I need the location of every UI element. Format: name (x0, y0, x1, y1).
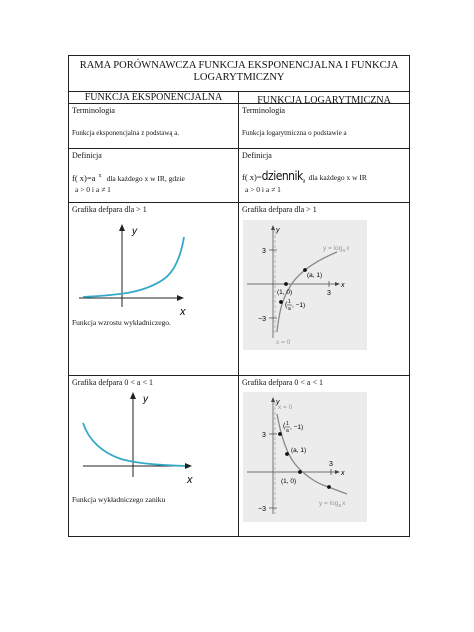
y-axis-label: y (132, 226, 137, 237)
terminology-left (69, 104, 239, 149)
point-extra (327, 485, 331, 489)
log-lt1-graph (243, 392, 367, 522)
graph-lt1-label-right: Grafika defpara 0 < a < 1 (242, 378, 323, 387)
title-line-1: RAMA PORÓWNAWCZA FUNKCJA EKSPONENCJALNA I FUNKCJA (79, 60, 399, 71)
graph-lt1-left (69, 376, 239, 537)
definition-right (239, 149, 410, 203)
caption-decay: Funkcja wykładniczego zaniku (72, 495, 166, 504)
tick-label-x: 3 (327, 290, 331, 297)
tick-label-y-top: 3 (262, 432, 266, 439)
formula-suffix-left: dla każdego x w IR, gdzie (106, 173, 185, 183)
x-axis-label: x (180, 306, 186, 318)
y-axis-label: y (143, 394, 148, 405)
graph-lt1-right (239, 376, 410, 537)
definition-condition-right: a > 0 i a ≠ 1 (245, 185, 281, 194)
x-axis-label: x (187, 474, 193, 486)
x-axis-label: x (341, 282, 345, 289)
caption-growth: Funkcja wzrostu wykładniczego. (72, 318, 171, 327)
definition-left (69, 149, 239, 203)
point-1-0-label: (1, 0) (281, 478, 297, 485)
point-1-0-label: (1, 0) (277, 289, 293, 296)
definition-label-right: Definicja (242, 151, 272, 160)
y-axis-label: y (276, 227, 280, 234)
graph-gt1-label-right: Grafika defpara dla > 1 (242, 205, 317, 214)
graph-gt1-left (69, 203, 239, 376)
exp-growth-graph (69, 223, 237, 333)
definition-condition-left: a > 0 i a ≠ 1 (75, 185, 111, 194)
terminology-text-left: Funkcja eksponencjalna z podstawą a. (72, 129, 180, 137)
terminology-label-left: Terminologia (72, 106, 115, 115)
x-axis-arrow (185, 463, 192, 469)
graph-gt1-row (69, 203, 410, 376)
x-axis-arrow (177, 295, 184, 301)
point-inv-a (278, 432, 282, 436)
x-axis-label: x (341, 470, 345, 477)
graph-gt1-right (239, 203, 410, 376)
formula-exponent: x (98, 173, 102, 179)
table-title (69, 56, 410, 92)
definition-formula-left (72, 171, 185, 184)
exp-growth-curve (83, 237, 184, 297)
y-axis-arrow (130, 392, 136, 399)
asymptote-label: x = 0 (276, 339, 291, 346)
title-row (69, 56, 410, 92)
point-1-0 (284, 282, 288, 286)
formula-suffix-right: dla każdego x w IR (308, 173, 367, 182)
terminology-row (69, 104, 410, 149)
point-a-1 (285, 452, 289, 456)
graph-panel-bg (243, 220, 367, 350)
y-axis-label: y (276, 399, 280, 406)
point-inv-a-open: ( (285, 302, 288, 309)
formula-log-sub: a (302, 178, 306, 185)
definition-row (69, 149, 410, 203)
graph-lt1-label-left: Grafika defpara 0 < a < 1 (72, 378, 153, 387)
header-right-text: FUNKCJA LOGARYTMICZNA (257, 95, 391, 106)
graph-panel-bg (243, 392, 367, 522)
title-line-2: LOGARYTMICZNY (193, 72, 285, 83)
log-gt1-graph (243, 220, 367, 350)
curve-label: $y = \log_ax$ (323, 245, 350, 254)
point-1-0 (298, 470, 302, 474)
comparison-table (68, 55, 410, 537)
curve-label: $y = \log_ax$ (319, 500, 346, 509)
point-inv-a-den: a (286, 428, 289, 434)
asymptote-label: x = 0 (278, 404, 293, 411)
tick-label-y-bottom: −3 (258, 316, 266, 323)
definition-label-left: Definicja (72, 151, 102, 160)
point-inv-a-den: a (288, 306, 291, 312)
point-inv-a-tail: , −1) (292, 302, 306, 309)
point-inv-a-open: ( (283, 423, 286, 430)
point-inv-a-tail: , −1) (290, 424, 304, 431)
terminology-right (239, 104, 410, 149)
point-a-1-label: (a, 1) (291, 447, 307, 454)
y-axis-arrow (119, 224, 125, 231)
header-left: FUNKCJA EKSPONENCJALNA (69, 92, 239, 104)
graph-lt1-row (69, 376, 410, 537)
point-inv-a (279, 300, 283, 304)
point-a-1-label: (a, 1) (307, 272, 323, 279)
terminology-label-right: Terminologia (242, 106, 285, 115)
exp-decay-graph (69, 391, 237, 491)
watermark-logo: dziennik (261, 169, 303, 183)
formula-base: f( x)=a (72, 172, 96, 183)
tick-label-y-top: 3 (262, 248, 266, 255)
terminology-text-right: Funkcja logarytmiczna o podstawie a (242, 129, 347, 137)
tick-label-y-bottom: −3 (258, 506, 266, 513)
header-row (69, 92, 410, 104)
header-right (239, 92, 410, 104)
exp-decay-curve (83, 423, 185, 466)
point-inv-a-num: 1 (288, 299, 291, 305)
formula-log-base: f( x)= (242, 172, 262, 182)
graph-gt1-label-left: Grafika defpara dla > 1 (72, 205, 147, 214)
tick-label-x: 3 (329, 461, 333, 468)
point-inv-a-num: 1 (286, 421, 289, 427)
